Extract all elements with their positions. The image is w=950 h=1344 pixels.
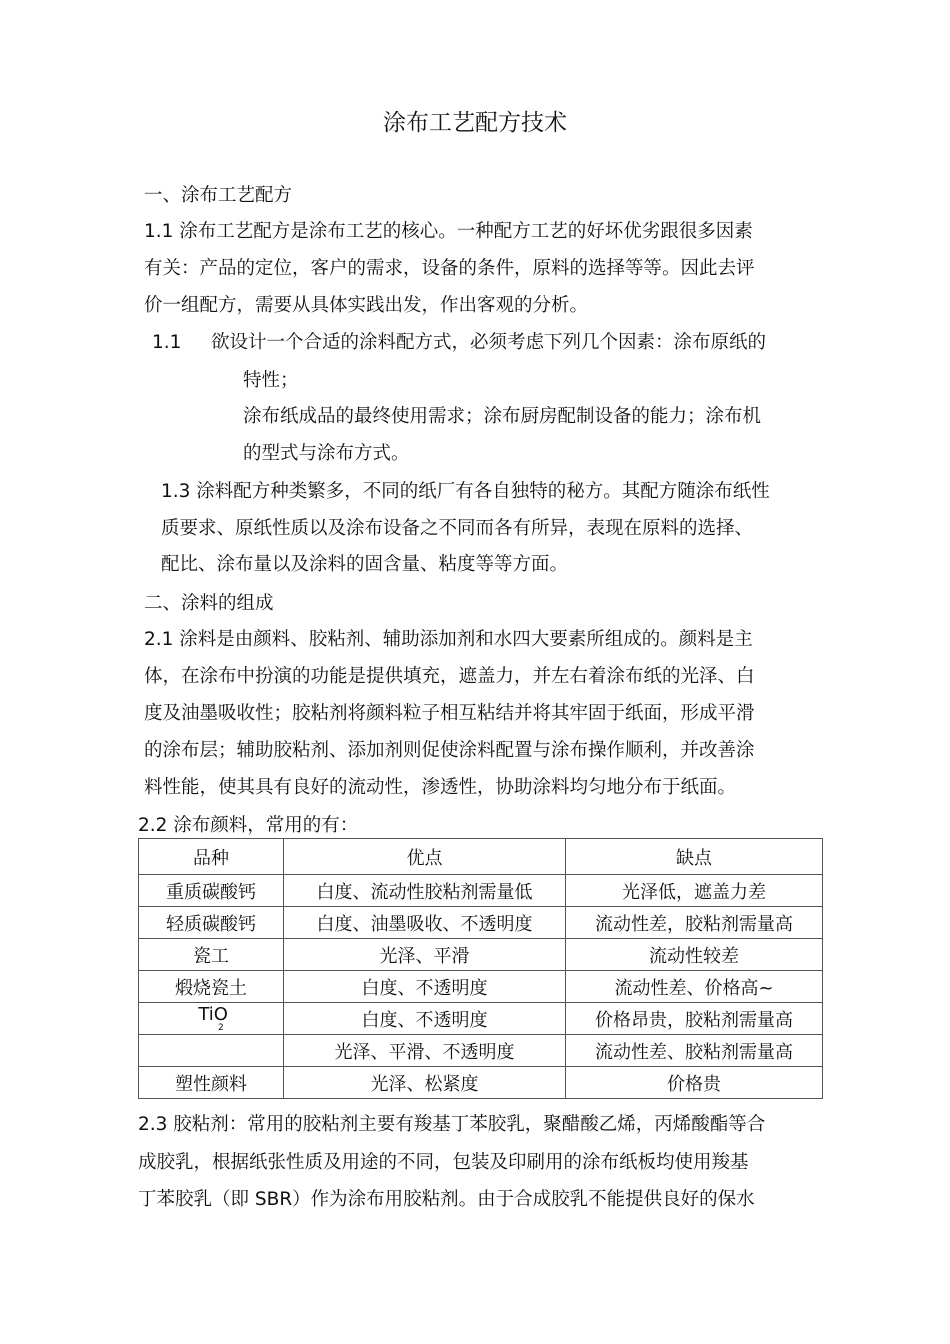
paragraph-line: 的型式与涂布方式。 [243, 443, 410, 464]
table-header-row [139, 839, 823, 875]
paragraph-line: 涂布纸成品的最终使用需求；涂布厨房配制设备的能力；涂布机 [243, 406, 762, 427]
paragraph-line: 欲设计一个合适的涂料配方式，必须考虑下列几个因素：涂布原纸的 [211, 332, 767, 353]
table-cell: 价格昂贵，胶粘剂需量高 [566, 1003, 823, 1035]
paragraph-line: 的涂布层；辅助胶粘剂、添加剂则促使涂料配置与涂布操作顺利，并改善涂 [144, 740, 755, 761]
table-cell: 流动性差、胶粘剂需量高 [566, 1035, 823, 1067]
paragraph-line: 1.1 涂布工艺配方是涂布工艺的核心。一种配方工艺的好坏优劣跟很多因素 [144, 221, 753, 242]
table-row [139, 1035, 823, 1067]
table-row [139, 1067, 823, 1099]
section-heading-2: 二、涂料的组成 [144, 593, 274, 614]
table-cell: 白度、不透明度 [284, 1003, 566, 1035]
paragraph-line: 丁苯胶乳（即 SBR）作为涂布用胶粘剂。由于合成胶乳不能提供良好的保水 [138, 1189, 755, 1210]
document-title: 涂布工艺配方技术 [383, 110, 567, 136]
table-cell: 价格贵 [566, 1067, 823, 1099]
table-cell: 塑性颜料 [139, 1067, 284, 1099]
table-cell: 瓷工 [139, 939, 284, 971]
paragraph-line: 1.3 涂料配方种类繁多，不同的纸厂有各自独特的秘方。其配方随涂布纸性 [161, 481, 770, 502]
cell-text: TiO [198, 1004, 228, 1025]
header-cell: 缺点 [566, 839, 823, 875]
table-cell: 光泽、松紧度 [284, 1067, 566, 1099]
paragraph-line: 料性能，使其具有良好的流动性，渗透性，协助涂料均匀地分布于纸面。 [144, 777, 737, 798]
table-cell: 光泽、平滑 [284, 939, 566, 971]
subscript: 2 [217, 1023, 224, 1033]
header-cell: 优点 [284, 839, 566, 875]
table-cell: 光泽低，遮盖力差 [566, 875, 823, 907]
paragraph-line: 价一组配方，需要从具体实践出发，作出客观的分析。 [144, 295, 589, 316]
paragraph-line: 度及油墨吸收性；胶粘剂将颜料粒子相互粘结并将其牢固于纸面，形成平滑 [144, 703, 755, 724]
paragraph-line: 有关：产品的定位，客户的需求，设备的条件，原料的选择等等。因此去评 [144, 258, 755, 279]
paragraph-line: 2.1 涂料是由颜料、胶粘剂、辅助添加剂和水四大要素所组成的。颜料是主 [144, 629, 753, 650]
paragraph-line: 配比、涂布量以及涂料的固含量、粘度等等方面。 [161, 554, 569, 575]
table-cell: 轻质碳酸钙 [139, 907, 284, 939]
paragraph-line: 成胶乳，根据纸张性质及用途的不同，包装及印刷用的涂布纸板均使用羧基 [138, 1152, 749, 1173]
table-cell: 白度、不透明度 [284, 971, 566, 1003]
table-caption: 2.2 涂布颜料，常用的有： [138, 815, 359, 836]
table-cell: 煅烧瓷土 [139, 971, 284, 1003]
table-cell: 白度、油墨吸收、不透明度 [284, 907, 566, 939]
table-row [139, 939, 823, 971]
table-cell: 流动性差、价格高~ [566, 971, 823, 1003]
table-cell: 光泽、平滑、不透明度 [284, 1035, 566, 1067]
pigment-table [138, 838, 823, 1099]
table-cell [139, 1003, 284, 1035]
table-cell: 重质碳酸钙 [139, 875, 284, 907]
table-cell [139, 1035, 284, 1067]
section-heading-1: 一、涂布工艺配方 [144, 185, 293, 206]
item-number: 1.1 [152, 332, 182, 353]
table-row [139, 971, 823, 1003]
paragraph-line: 质要求、原纸性质以及涂布设备之不同而各有所异，表现在原料的选择、 [161, 518, 754, 539]
table-row [139, 1003, 823, 1035]
table-row [139, 907, 823, 939]
table-cell: 流动性差，胶粘剂需量高 [566, 907, 823, 939]
table-cell: 流动性较差 [566, 939, 823, 971]
table-row [139, 875, 823, 907]
paragraph-line: 2.3 胶粘剂：常用的胶粘剂主要有羧基丁苯胶乳，聚醋酸乙烯，丙烯酸酯等合 [138, 1114, 766, 1135]
paragraph-line: 体，在涂布中扮演的功能是提供填充，遮盖力，并左右着涂布纸的光泽、白 [144, 666, 755, 687]
paragraph-line: 特性； [243, 370, 299, 391]
header-cell: 品种 [139, 839, 284, 875]
table-cell: 白度、流动性胶粘剂需量低 [284, 875, 566, 907]
